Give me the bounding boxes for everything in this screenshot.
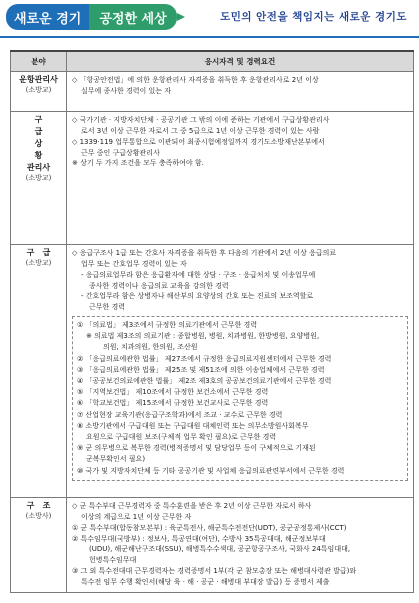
- requirement-line: ◇ 군 특수부대 근무경력자 중 특수훈련을 받은 후 2년 이상 근무한 자로서 하사: [72, 502, 312, 510]
- institution-item: ⑧ 소방기관에서 구급대원 또는 구급대원 대체인력 또는 의무소방원사회복무: [77, 421, 309, 430]
- requirement-line: - 응급의료업무라 함은 응급환자에 대한 상담 · 구조 · 응급처치 및 이송업무에: [81, 270, 316, 279]
- institution-item: 요원으로 구급대원 보조(구체적 업무 확인 필요)로 근무한 경력: [86, 432, 277, 441]
- requirement-line: 실무에 종사한 경력이 있는 자: [81, 86, 172, 95]
- requirement-line: ◇ 「항공안전법」에 의한 운항관리사 자격증을 취득한 후 운항관리사로 2년 이상: [72, 76, 319, 84]
- category-rank: (소방교): [25, 259, 52, 267]
- logo-left-text: 새로운 경기: [6, 4, 89, 30]
- category-rank: (소방사): [25, 512, 52, 520]
- requirement-line: ◇ 1339·119 업무통합으로 이관되어 최종시험예정일까지 경기도소방재난본부에서: [72, 137, 325, 146]
- institution-item: ③ 「응급의료에관한 법률」 제25조 및 제51조에 의한 이송업체에서 근무한 경력: [77, 365, 325, 374]
- requirements-cell: [67, 112, 414, 245]
- table-row: [11, 245, 414, 498]
- requirement-line: - 간호업무라 함은 상병자나 해산부의 요양상의 간호 또는 진료의 보조역할로: [81, 292, 314, 301]
- category-char: 구: [26, 501, 35, 510]
- table-row: [11, 498, 414, 593]
- category-cell: [11, 498, 67, 593]
- category-name: 운항관리사: [19, 75, 58, 84]
- category-char: 조: [42, 501, 51, 510]
- header-divider: [0, 36, 419, 38]
- category-char: 급: [34, 127, 43, 136]
- institution-note: ※ 의료법 제3조의 의료기관 : 종합병원, 병원, 치과병원, 한방병원, 요양병원,: [86, 332, 320, 341]
- institution-item: ⑥ 「학교보건법」 제15조에서 규정한 보건교사로 근무한 경력: [77, 399, 269, 408]
- category-cell: [11, 72, 67, 112]
- category-rank: (소방교): [25, 174, 52, 182]
- category-char: 구: [34, 115, 43, 124]
- requirement-line: ◇ 국가기관 · 지방자치단체 · 공공기관 그 밖의 이에 준하는 기관에서 구급상황관리사: [72, 116, 330, 124]
- table-header-row: [11, 51, 414, 72]
- institution-item: ④ 「공공보건의료에관한 법률」 제2조 제3호의 공공보건의료기관에서 근무한 경력: [77, 377, 332, 385]
- category-char: 급: [42, 248, 51, 257]
- requirement-item: ③ 그 외 특수전대대 근무경력자는 경력증명서 1부(각 군 참모총장 또는 해병대사령관 발급)와: [72, 567, 357, 576]
- table-row: [11, 112, 414, 245]
- requirement-line: 근무한 경력: [89, 303, 126, 312]
- institution-note: 의원, 치과의원, 한의원, 조산원: [103, 343, 198, 352]
- col-header-requirements: 응시자격 및 경력요건: [67, 51, 414, 72]
- requirements-cell: [67, 245, 414, 498]
- requirements-cell: [67, 498, 414, 593]
- category-tail: 관리사: [26, 163, 51, 172]
- category-name: [13, 500, 64, 512]
- slogan: 도민의 안전을 책임지는 새로운 경기도: [220, 11, 407, 23]
- requirement-line: ◇ 응급구조사 1급 또는 간호사 자격증을 취득한 후 다음의 기관에서 2년 이상 응급의료: [72, 249, 337, 257]
- institution-item: 군복무확인서 필요): [86, 455, 146, 464]
- institution-item: ① 「의료법」 제3조에서 규정한 의료기관에서 근무한 경력: [77, 321, 258, 330]
- category-char: 황: [34, 151, 43, 160]
- requirement-item: (UDU), 해군해난구조대(SSU), 해병특수수색대, 공군항공구조사, 국화사 24특임대대,: [89, 545, 351, 554]
- requirements-cell: [67, 72, 414, 112]
- campaign-logo: [6, 4, 184, 30]
- category-rank: (소방교): [25, 86, 52, 94]
- requirement-line: 업무 또는 간호업무 경력이 있는 자: [81, 259, 187, 268]
- page-header: [0, 0, 419, 38]
- institution-item: ⑩ 국가 및 지방자치단체 등 기타 공공기관 및 사업체 응급의료관련부서에서 근무한 경력: [77, 466, 345, 475]
- requirement-item: 특수전 임무 수행 확인서(해당 육 · 해 · 공군 · 해병대 부대장 발급) 등 증명서 제출: [81, 577, 330, 586]
- requirement-item: ① 군 특수부대(합동참모본부) : 육군특전사, 해군특수전전단(UDT), 공군공정통제사(CCT): [72, 523, 347, 532]
- logo-right-text: 공정한 세상: [89, 4, 176, 30]
- col-header-category: 분야: [11, 51, 67, 72]
- category-name: [13, 247, 64, 259]
- institution-item: ⑦ 산업현장 교육기관(응급구조학과)에서 조교 · 교수로 근무한 경력: [77, 410, 283, 419]
- category-cell: [11, 245, 67, 498]
- institution-item: ⑤ 「지역보건법」 제10조에서 규정한 보건소에서 근무한 경력: [77, 388, 269, 397]
- institution-list-box: [72, 316, 408, 481]
- table-row: [11, 72, 414, 112]
- requirement-note: ※ 상기 두 가지 조건을 모두 충족하여야 함.: [72, 159, 204, 168]
- qualification-table: [10, 50, 414, 593]
- requirement-line: 근무 중인 구급상황관리사: [81, 148, 160, 157]
- institution-item: ⑨ 군 의무병으로 복무한 경력(병적증명서 및 담당업무 등이 구체적으로 기재된: [77, 444, 316, 453]
- requirement-line: 이상의 계급으로 1년 이상 근무한 자: [81, 512, 192, 521]
- requirement-line: 로서 3년 이상 근무한 자로서 그 중 5급으로 1년 이상 근무한 경력이 있는 사람: [81, 126, 320, 135]
- category-cell: [11, 112, 67, 245]
- category-char: 상: [34, 139, 43, 148]
- category-char: 구: [26, 248, 35, 257]
- institution-item: ② 「응급의료에관한 법률」 제27조에서 규정한 응급의료지원센터에서 근무한 경력: [77, 354, 332, 363]
- requirement-item: ② 특수임무대(국방부) : 정보사, 특공연대(여단), 수방사 35특공대대, 해군정보부대: [72, 534, 326, 543]
- requirement-item: 헌병특수임무대: [89, 556, 137, 565]
- requirement-line: 종사한 경력이나 응급의료 교육을 강의한 경력: [89, 281, 229, 290]
